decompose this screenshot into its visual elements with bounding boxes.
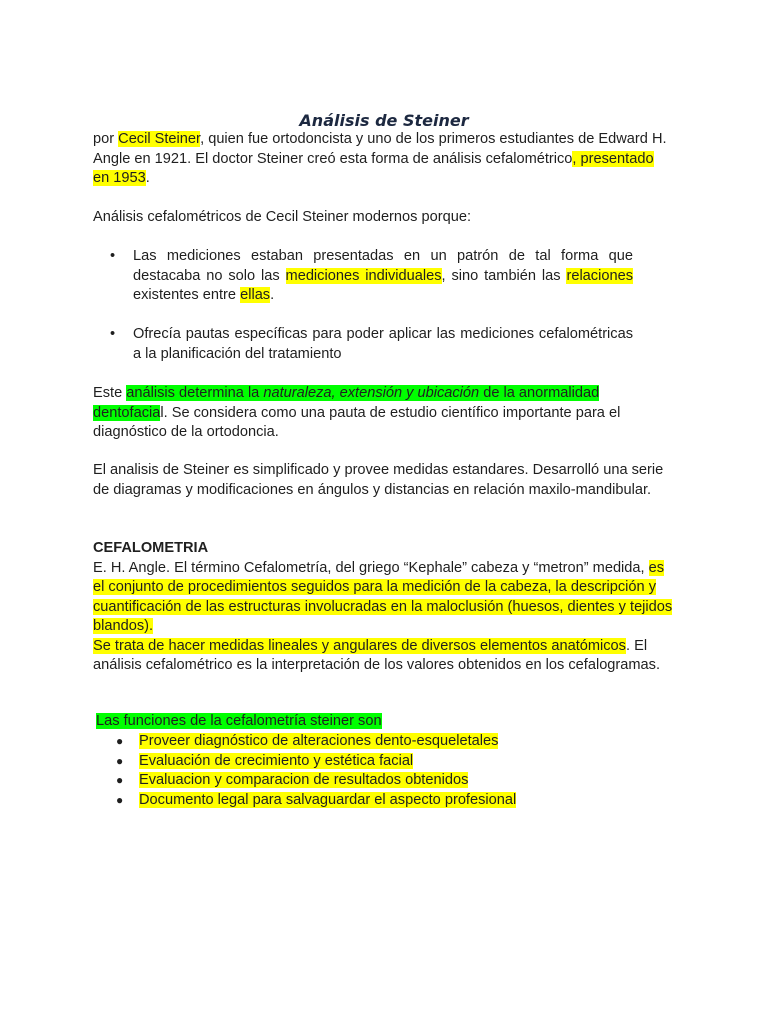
intro-text-2: , quien fue ortodoncista y uno de los primeros estudiantes de Edward H. Angle en 1921. El doctor Steiner creó esta forma de análisis cefalométrico	[93, 131, 667, 167]
highlight-cecil-steiner: Cecil Steiner	[118, 131, 201, 147]
document-title: Análisis de Steiner	[299, 111, 469, 130]
bullet-dot-icon: ●	[116, 734, 124, 748]
highlight-ellas: ellas	[240, 287, 271, 303]
highlight-medidas-lineales: Se trata de hacer medidas lineales y angulares de diversos elementos anatómicos	[93, 637, 626, 654]
list-item: ● Documento legal para salvaguardar el aspecto profesional	[116, 791, 676, 811]
intro-text-3: .	[145, 170, 150, 186]
highlight-green-analisis: análisis determina la naturaleza, extensión y ubicación de la anormalidad dentofacia	[93, 385, 600, 421]
funciones-heading-line	[96, 712, 676, 732]
este-paragraph: Este análisis determina la naturaleza, extensión y ubicación de la anormalidad dentofacial. Se considera como una pauta de estudio científico importante para el diagnóstico de la ortodoncia.	[93, 385, 621, 440]
highlight-presentado-1953: , presentado en 1953	[93, 150, 654, 186]
highlight-conjunto-procedimientos: es el conjunto de procedimientos seguidos para la medición de la cabeza, la descripción y cuantificación de las estructuras involucradas en la maloclusión (huesos, dientes y tejidos blandos).	[93, 559, 673, 634]
list-item: ● Evaluación de crecimiento y estética facial	[116, 752, 676, 772]
intro-paragraph	[93, 130, 673, 189]
highlight-mediciones-individuales: mediciones individuales	[285, 267, 442, 284]
bullet-dot-icon: •	[110, 248, 116, 264]
list-item: ● Evaluacion y comparacion de resultados obtenidos	[116, 771, 676, 791]
list-item: ● Proveer diagnóstico de alteraciones dento-esqueletales	[116, 732, 676, 752]
highlight-relaciones: relaciones	[566, 267, 633, 284]
cefalometria-heading: CEFALOMETRIA	[93, 540, 209, 556]
reasons-list	[110, 247, 633, 306]
intro-text-1: por	[93, 131, 119, 147]
list-item: • Las mediciones estaban presentadas en un patrón de tal forma que destacaba no solo las mediciones individuales, sino también las relaciones existentes entre ellas.	[110, 248, 633, 303]
list-item: • Ofrecía pautas específicas para poder aplicar las mediciones cefalométricas a la planificación del tratamiento	[110, 326, 633, 362]
modern-intro-paragraph: Análisis cefalométricos de Cecil Steiner modernos porque:	[93, 209, 471, 225]
cefalometria-section: CEFALOMETRIA E. H. Angle. El término Cefalometría, del griego “Kephale” cabeza y “metron” medida, es el conjunto de procedimientos seguidos para la medición de la cabeza, la descripción y cuantificación de las estructuras involucradas en la maloclusión (huesos, dientes y tejidos blandos). Se trata de hacer medidas lineales y angulares de diversos elementos anatómicos. El análisis cefalométrico es la interpretación de los valores obtenidos en los cefalogramas.	[93, 540, 673, 673]
bullet-dot-icon: ●	[116, 773, 124, 787]
funciones-list	[116, 732, 676, 810]
bullet-dot-icon: ●	[116, 792, 124, 807]
funciones-heading: Las funciones de la cefalometría steiner son	[96, 713, 382, 729]
simplificado-paragraph: El analisis de Steiner es simplificado y provee medidas estandares. Desarrolló una serie de diagramas y modificaciones en ángulos y distancias en relación maxilo-mandibular.	[93, 462, 664, 498]
reasons-list-2	[110, 325, 633, 364]
bullet-dot-icon: •	[110, 326, 116, 342]
bullet-dot-icon: ●	[116, 753, 124, 768]
